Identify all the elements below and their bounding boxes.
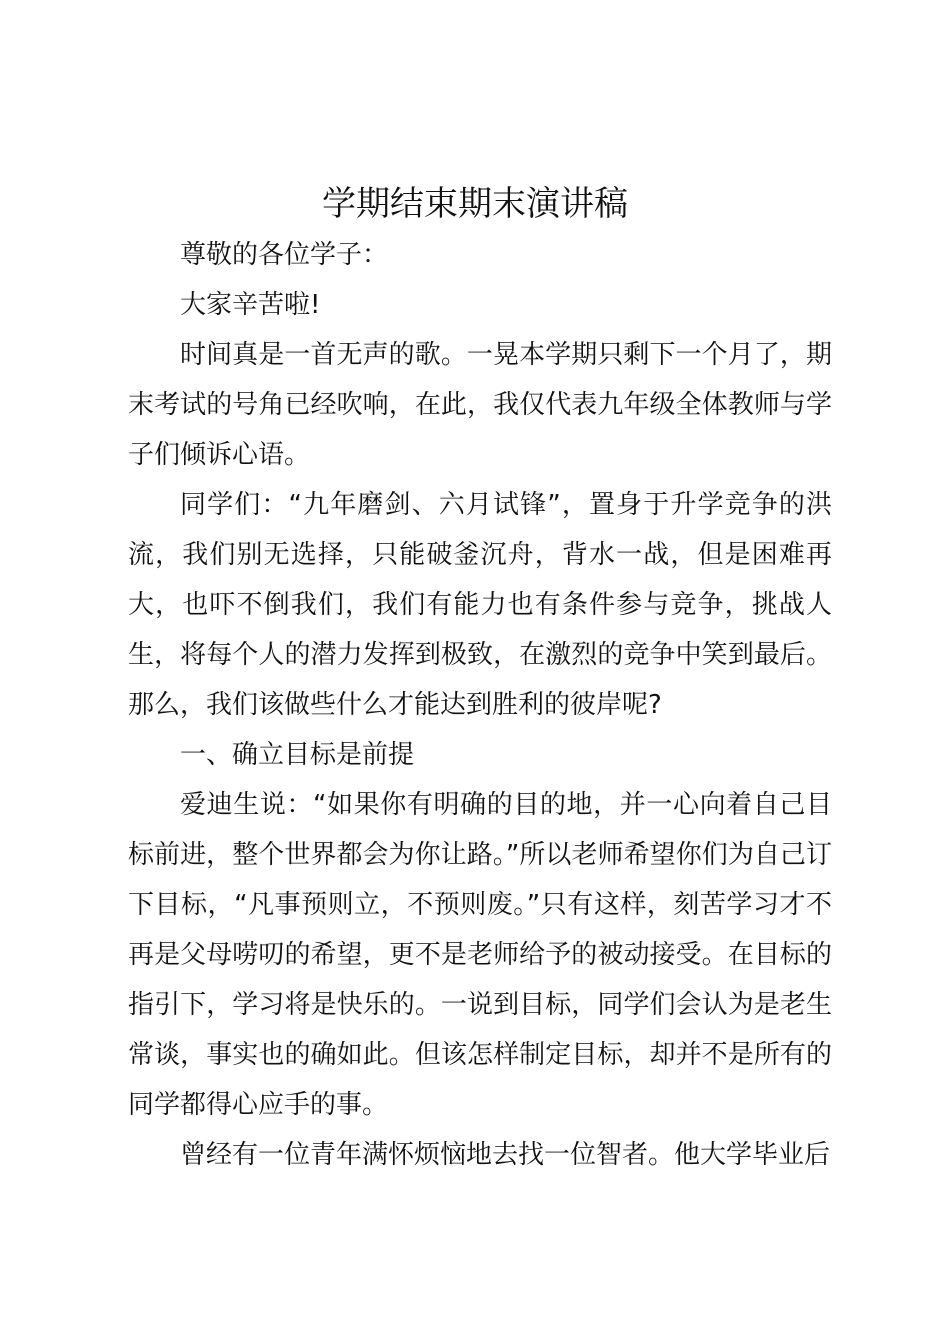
document-body	[128, 230, 832, 1180]
paragraph-story-start: 曾经有一位青年满怀烦恼地去找一位智者。他大学毕业后	[180, 1140, 831, 1170]
paragraph-call-to-action: 同学们：“九年磨剑、六月试锋”，置身于升学竞争的洪流，我们别无选择，只能破釜沉舟，背水一战，但是困难再大，也吓不倒我们，我们有能力也有条件参与竞争，挑战人生，将每个人的潜力发挥到极致，在激烈的竞争中笑到最后。那么，我们该做些什么才能达到胜利的彼岸呢?	[128, 490, 832, 720]
paragraph-greeting: 大家辛苦啦!	[180, 290, 321, 320]
section-heading-1: 一、确立目标是前提	[180, 740, 415, 770]
paragraph-edison-quote: 爱迪生说：“如果你有明确的目的地，并一心向着自己目标前进，整个世界都会为你让路。”所以老师希望你们为自己订下目标，“凡事预则立，不预则废。”只有这样，刻苦学习才不再是父母唠叨的希望，更不是老师给予的被动接受。在目标的指引下，学习将是快乐的。一说到目标，同学们会认为是老生常谈，事实也的确如此。但该怎样制定目标，却并不是所有的同学都得心应手的事。	[128, 790, 832, 1120]
paragraph-intro: 时间真是一首无声的歌。一晃本学期只剩下一个月了，期末考试的号角已经吹响，在此，我仅代表九年级全体教师与学子们倾诉心语。	[128, 340, 832, 470]
document-title: 学期结束期末演讲稿	[322, 184, 628, 224]
paragraph-salutation: 尊敬的各位学子：	[180, 240, 389, 270]
